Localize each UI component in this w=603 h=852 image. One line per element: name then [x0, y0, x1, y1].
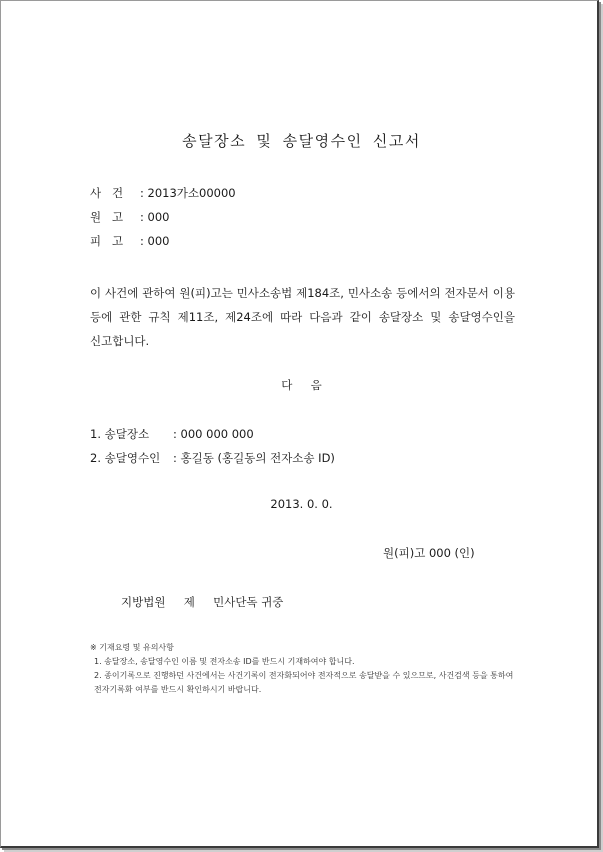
defendant-label-2: 고 — [112, 234, 124, 248]
case-number: : 2013가소00000 — [140, 186, 236, 200]
case-label-1: 사 — [90, 186, 102, 200]
case-label-2: 건 — [112, 186, 124, 200]
plaintiff-name: : 000 — [140, 210, 170, 224]
defendant-name: : 000 — [140, 234, 170, 248]
body-paragraph: 이 사건에 관하여 원(피)고는 민사소송법 제184조, 민사소송 등에서의 전자문서 이용 등에 관한 규칙 제11조, 제24조에 따라 다음과 같이 송달장소 및 송달영수인을 신고합니다. — [90, 286, 515, 348]
defendant-field — [90, 233, 169, 249]
plaintiff-field — [90, 209, 169, 225]
document-date: 2013. 0. 0. — [270, 497, 333, 511]
notes-heading: ※ 기재요령 및 유의사항 — [90, 643, 174, 652]
signer-line: 원(피)고 000 (인) — [383, 546, 475, 560]
note-line: 2. 종이기록으로 진행하던 사건에서는 사건기록이 전자화되어야 전자적으로 송달받을 수 있으므로, 사건검색 등을 통하여 전자기록화 여부를 반드시 확인하시기 바랍니다. — [94, 671, 514, 694]
court-addressee: 지방법원 제 민사단독 귀중 — [121, 595, 284, 609]
document-title: 송달장소 및 송달영수인 신고서 — [182, 132, 421, 150]
notes-section — [90, 641, 520, 697]
plaintiff-label-1: 원 — [90, 210, 102, 224]
note-line: 1. 송달장소, 송달영수인 이름 및 전자소송 ID를 반드시 기재하여야 합니다. — [94, 657, 355, 666]
item-delivery-place — [90, 426, 254, 442]
item-label: 2. 송달영수인 — [90, 451, 161, 465]
case-field — [90, 185, 236, 201]
item-label: 1. 송달장소 — [90, 427, 150, 441]
section-heading: 다 음 — [281, 378, 322, 392]
defendant-label-1: 피 — [90, 234, 102, 248]
item-delivery-agent — [90, 450, 335, 466]
item-value: : 홍길동 (홍길동의 전자소송 ID) — [173, 451, 335, 465]
item-value: : 000 000 000 — [173, 427, 254, 441]
plaintiff-label-2: 고 — [112, 210, 124, 224]
